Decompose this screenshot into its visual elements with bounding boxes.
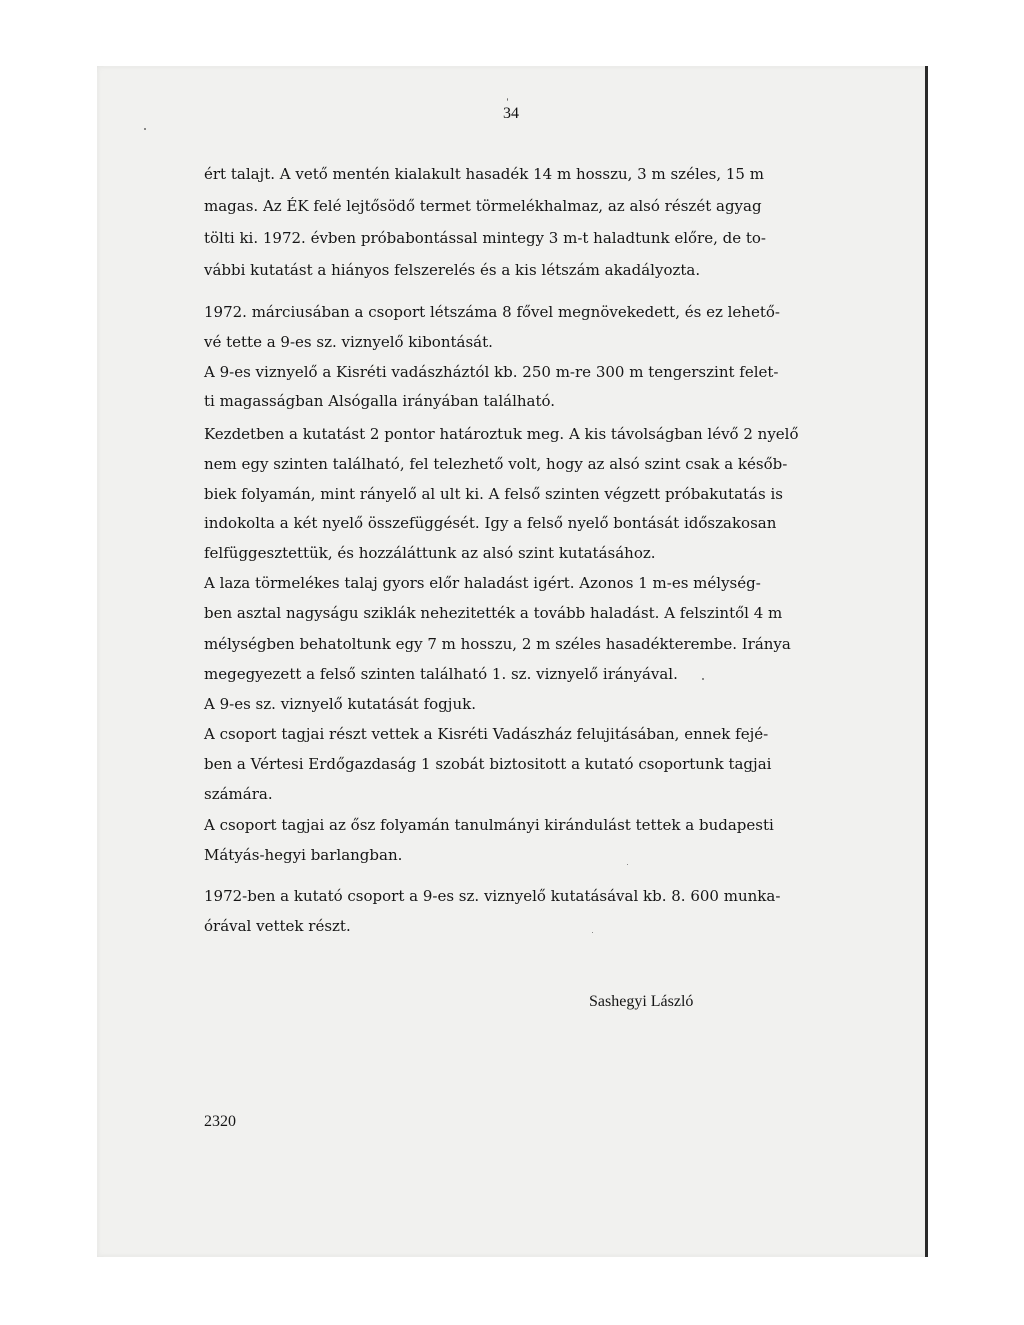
text-line: megegyezett a felső szinten található 1. sz. viznyelő irányával. [204, 665, 678, 683]
text-line: ben a Vértesi Erdőgazdaság 1 szobát biztositott a kutató csoportunk tagjai [204, 755, 772, 773]
author-signature: Sashegyi László [589, 993, 694, 1010]
text-line: ben asztal nagyságu sziklák nehezitették a tovább haladást. A felszintől 4 m [204, 604, 783, 622]
text-line: A csoport tagjai az ősz folyamán tanulmányi kirándulást tettek a budapesti [204, 816, 774, 834]
text-line: 1972-ben a kutató csoport a 9-es sz. viznyelő kutatásával kb. 8. 600 munka- [204, 887, 781, 905]
scan-edge [925, 66, 928, 1257]
scan-speck [627, 864, 628, 865]
text-line: tölti ki. 1972. évben próbabontással mintegy 3 m-t haladtunk előre, de to- [204, 229, 767, 247]
text-line: nem egy szinten található, fel telezhető volt, hogy az alsó szint csak a későb- [204, 455, 788, 473]
scanned-page [97, 66, 928, 1257]
text-line: órával vettek részt. [204, 917, 351, 935]
text-line: A laza törmelékes talaj gyors előr haladást igért. Azonos 1 m-es mélység- [204, 574, 761, 592]
text-line: vábbi kutatást a hiányos felszerelés és a kis létszám akadályozta. [204, 261, 701, 279]
text-line: ért talajt. A vető mentén kialakult hasadék 14 m hosszu, 3 m széles, 15 m [204, 165, 764, 183]
text-line: mélységben behatoltunk egy 7 m hosszu, 2 m széles hasadékterembe. Iránya [204, 635, 791, 653]
text-line: számára. [204, 785, 273, 803]
text-line: 1972. márciusában a csoport létszáma 8 fővel megnövekedett, és ez lehető- [204, 303, 780, 321]
text-line: biek folyamán, mint rányelő al ult ki. A felső szinten végzett próbakutatás is [204, 485, 783, 503]
text-line: Mátyás-hegyi barlangban. [204, 846, 403, 864]
scan-speck [507, 98, 508, 101]
page-number: 34 [503, 105, 519, 122]
text-line: felfüggesztettük, és hozzáláttunk az alsó szint kutatásához. [204, 544, 656, 562]
text-line: A 9-es sz. viznyelő kutatását fogjuk. [204, 695, 476, 713]
text-line: indokolta a két nyelő összefüggését. Igy a felső nyelő bontását időszakosan [204, 514, 777, 532]
text-line: A csoport tagjai részt vettek a Kisréti Vadászház felujitásában, ennek fejé- [204, 725, 769, 743]
text-line: magas. Az ÉK felé lejtősödő termet törmelékhalmaz, az alsó részét agyag [204, 197, 762, 215]
text-line: A 9-es viznyelő a Kisréti vadászháztól kb. 250 m-re 300 m tengerszint felet- [204, 363, 779, 381]
scan-speck [702, 678, 704, 680]
text-line: vé tette a 9-es sz. viznyelő kibontását. [204, 333, 493, 351]
scan-speck [592, 932, 593, 933]
scan-speck [144, 128, 146, 130]
footer-number: 2320 [204, 1113, 236, 1130]
text-line: ti magasságban Alsógalla irányában található. [204, 392, 556, 410]
text-line: Kezdetben a kutatást 2 pontor határoztuk meg. A kis távolságban lévő 2 nyelő [204, 425, 799, 443]
